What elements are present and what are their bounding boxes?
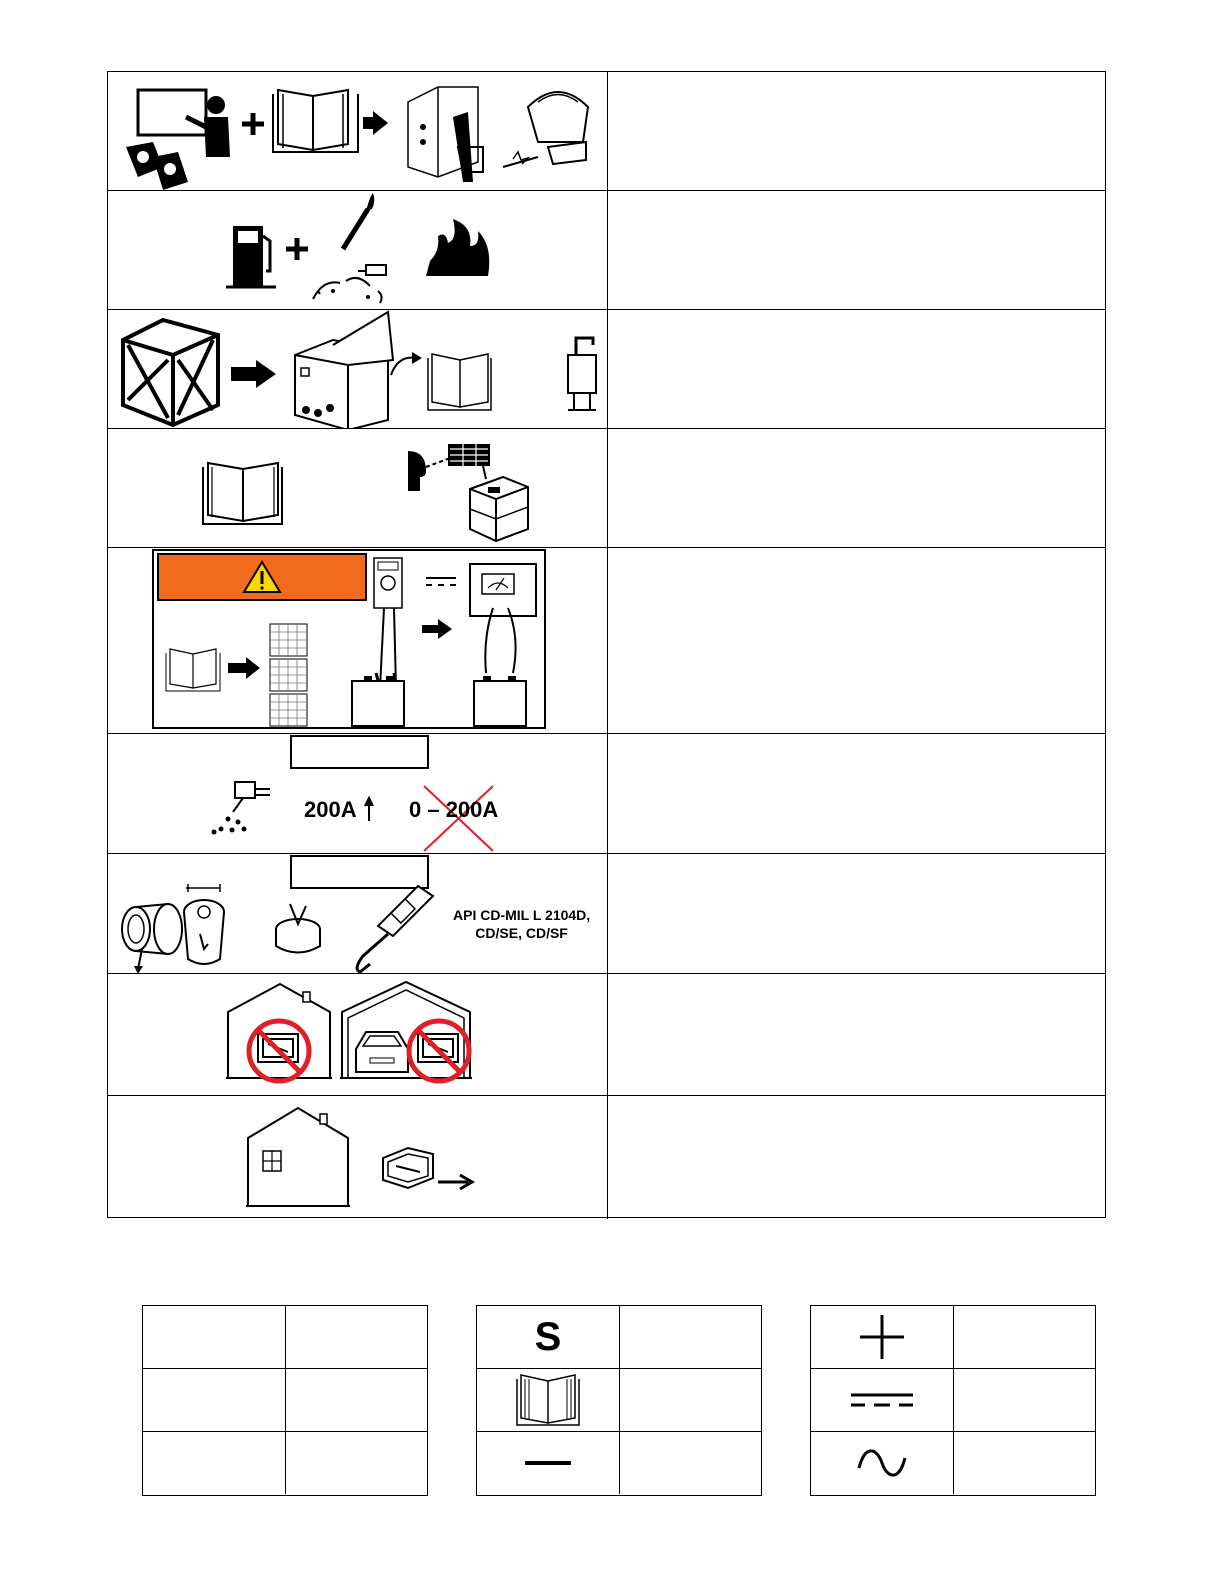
label-box bbox=[291, 736, 428, 768]
crate-icon bbox=[123, 320, 218, 425]
description-cell bbox=[608, 310, 1105, 428]
symbol-row bbox=[477, 1369, 761, 1432]
battery-icon bbox=[352, 676, 404, 726]
dc-symbol-icon bbox=[426, 578, 456, 585]
description-cell bbox=[608, 734, 1105, 853]
book-icon bbox=[166, 649, 220, 691]
multimeter-icon bbox=[374, 558, 402, 688]
symbol-row bbox=[143, 1306, 427, 1369]
filter-wrench-icon bbox=[276, 904, 320, 953]
row-filters-oil bbox=[108, 854, 1105, 974]
up-arrow-icon bbox=[365, 798, 373, 821]
welding-electrode-icon bbox=[212, 782, 271, 835]
row-welding-current bbox=[108, 734, 1105, 854]
flame-icon bbox=[426, 219, 489, 276]
description-cell bbox=[608, 429, 1105, 547]
charger-icon bbox=[470, 564, 536, 673]
book-icon bbox=[203, 463, 282, 524]
pictogram-cell bbox=[108, 429, 607, 547]
match-icon bbox=[343, 193, 374, 249]
book-icon bbox=[428, 354, 491, 410]
pictogram-cell bbox=[108, 548, 607, 733]
plus-icon bbox=[242, 113, 264, 135]
ac-symbol-icon bbox=[855, 1446, 909, 1480]
training-board-icon bbox=[126, 90, 230, 190]
pictogram-cell bbox=[108, 974, 607, 1095]
symbol-row bbox=[477, 1432, 761, 1494]
pictogram-cell bbox=[108, 72, 607, 190]
pictogram-cell bbox=[108, 1096, 607, 1219]
symbol-row bbox=[811, 1432, 1095, 1494]
pictogram-cell bbox=[108, 734, 607, 853]
symbol-cell bbox=[811, 1306, 953, 1368]
pictogram-cell bbox=[108, 310, 607, 428]
symbol-table-1 bbox=[142, 1305, 428, 1496]
symbol-cell bbox=[477, 1369, 619, 1431]
car-icon bbox=[356, 1032, 408, 1072]
symbol-table-2 bbox=[476, 1305, 762, 1496]
dc-symbol-icon bbox=[849, 1390, 915, 1410]
minus-icon bbox=[523, 1458, 573, 1468]
welding-sparks-icon bbox=[313, 265, 386, 303]
muffler-icon bbox=[568, 338, 596, 410]
row-unpack-install bbox=[108, 310, 1105, 429]
row-read-manual-service bbox=[108, 72, 1105, 191]
fuel-pump-icon bbox=[226, 226, 276, 287]
description-cell bbox=[608, 1096, 1105, 1219]
head-reading-label-icon bbox=[408, 444, 490, 491]
generator-icon bbox=[383, 1148, 433, 1188]
description-cell bbox=[608, 191, 1105, 309]
description-cell bbox=[608, 72, 1105, 190]
symbol-cell bbox=[811, 1369, 953, 1431]
right-arrow-icon bbox=[438, 1175, 472, 1189]
plus-icon bbox=[286, 238, 308, 260]
battery-icon bbox=[474, 676, 526, 726]
arrow-icon bbox=[231, 360, 276, 388]
symbol-cell bbox=[477, 1306, 619, 1368]
oil-container-icon bbox=[357, 886, 433, 972]
symbol-cell bbox=[811, 1432, 953, 1494]
oil-filter-icon bbox=[184, 884, 224, 964]
oil-spec-line1: API CD-MIL L 2104D, bbox=[453, 907, 591, 923]
house-icon bbox=[246, 1108, 350, 1206]
row-outdoor-use bbox=[108, 1096, 1105, 1219]
description-cell bbox=[608, 974, 1105, 1095]
min-current-label: 200A bbox=[304, 797, 357, 822]
air-filter-icon bbox=[122, 904, 182, 973]
row-fuel-fire-hazard bbox=[108, 191, 1105, 310]
symbol-cell bbox=[143, 1432, 285, 1494]
row-battery-warning bbox=[108, 548, 1105, 734]
arrow-icon bbox=[228, 657, 260, 679]
safety-pictogram-table bbox=[107, 71, 1106, 1218]
service-panel-icon bbox=[408, 87, 483, 182]
current-range-label: 0 – 200A bbox=[409, 797, 499, 822]
arrow-icon bbox=[363, 111, 388, 135]
symbol-cell bbox=[143, 1306, 285, 1368]
symbol-row bbox=[143, 1369, 427, 1432]
curved-arrow-icon bbox=[391, 352, 422, 375]
symbol-row bbox=[811, 1306, 1095, 1369]
symbol-table-3 bbox=[810, 1305, 1096, 1496]
book-icon bbox=[273, 90, 358, 152]
arrow-icon bbox=[422, 619, 452, 639]
machine-box-icon bbox=[470, 477, 528, 541]
s-mark-symbol: S bbox=[534, 1314, 562, 1359]
description-cell bbox=[608, 854, 1105, 973]
oil-spec-line2: CD/SE, CD/SF bbox=[475, 925, 568, 941]
symbol-cell bbox=[477, 1432, 619, 1494]
welder-helmet-icon bbox=[503, 92, 588, 167]
symbol-row bbox=[477, 1306, 761, 1369]
row-no-indoor-use bbox=[108, 974, 1105, 1096]
plus-icon bbox=[857, 1312, 907, 1362]
label-box bbox=[291, 856, 428, 888]
symbol-row bbox=[143, 1432, 427, 1494]
oil-spec-text bbox=[453, 906, 590, 942]
house-icon bbox=[226, 984, 332, 1078]
description-cell bbox=[608, 548, 1105, 733]
pictogram-cell bbox=[108, 854, 607, 973]
book-icon bbox=[513, 1371, 583, 1429]
symbol-row bbox=[811, 1369, 1095, 1432]
symbol-cell bbox=[143, 1369, 285, 1431]
row-read-manual-labels bbox=[108, 429, 1105, 548]
calendar-icons bbox=[270, 624, 307, 726]
pictogram-cell bbox=[108, 191, 607, 309]
welder-machine-icon bbox=[295, 312, 393, 428]
